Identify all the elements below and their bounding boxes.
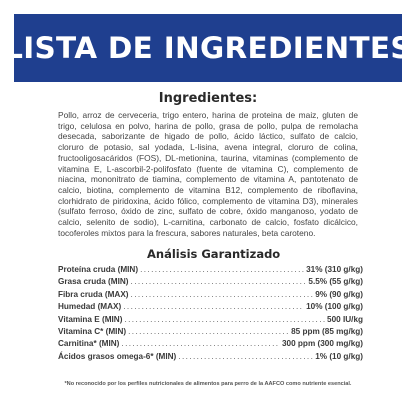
guaranteed-analysis-list	[58, 265, 363, 364]
analysis-row-value: 10% (100 g/kg)	[306, 302, 363, 312]
dot-leader	[131, 277, 307, 286]
analysis-row-value: 9% (90 g/kg)	[315, 289, 363, 299]
analysis-row-value: 85 ppm (85 mg/kg)	[291, 326, 363, 336]
ingredients-text: Pollo, arroz de cerveceria, trigo entero, harina de proteina de maiz, gluten de trigo, celulosa en polvo, harina de pollo, grasa de pollo, pulpa de remolacha desecada, saborizante de higado de pollo, ácido láctico, sulfato de calcio, cloruro de potasio, sal yodada, L-lisina, avena integral, cloruro de colina, fructooligosacáridos (FOS), DL-metionina, taurina, vitaminas (complemento de vitamina E, L-ascorbil-2-polifosfato (fuente de vitamina C), complemento de niacina, mononitrato de tiamina, complemento de vitamina A, pantotenato de calcio, biotina, complemento de vitamina B12, complemento de riboflavina, clorhidrato de piridoxina, ácido fólico, complemento de vitamina D3), minerales (sulfato ferroso, óxido de zinc, sulfato de cobre, óxido manganoso, yodato de calcio, selenito de sodio), L-carnitina, carbonato de calcio, fosfato dicálcico, tocoferoles mixtos para la frescura, sabores naturales, beta caroteno.	[58, 110, 358, 238]
analysis-row-label: Carnitina* (MIN)	[58, 339, 120, 349]
analysis-row-label: Proteína cruda (MIN)	[58, 265, 139, 274]
analysis-row	[58, 315, 363, 327]
dot-leader	[121, 339, 280, 348]
analysis-row	[58, 265, 363, 277]
analysis-row	[58, 302, 363, 314]
analysis-row	[58, 277, 363, 289]
analysis-row	[58, 327, 363, 339]
dot-leader	[124, 315, 325, 324]
footnote: *No reconocido por los perfiles nutricionales de alimentos para perro de la AAFCO como nutriente esencial.	[64, 381, 352, 387]
ingredients-heading: Ingredientes:	[158, 91, 258, 106]
analysis-row-value: 5.5% (55 g/kg)	[308, 277, 363, 287]
analysis-row-label: Vitamina C* (MIN)	[58, 326, 127, 336]
analysis-row-label: Vitamina E (MIN)	[58, 314, 123, 324]
analysis-row-label: Fibra cruda (MAX)	[58, 289, 129, 299]
analysis-row-label: Humedad (MAX)	[58, 302, 122, 312]
analysis-heading: Análisis Garantizado	[147, 247, 281, 261]
analysis-row	[58, 290, 363, 302]
title-banner	[4, 14, 412, 82]
dot-leader	[178, 352, 313, 361]
dot-leader	[128, 327, 289, 336]
analysis-row-label: Grasa cruda (MIN)	[58, 277, 129, 287]
analysis-row-value: 1% (10 g/kg)	[315, 351, 363, 361]
dot-leader	[131, 290, 314, 299]
page-title: LISTA DE INGREDIENTES	[4, 31, 412, 65]
analysis-row	[58, 339, 363, 351]
analysis-row	[58, 352, 363, 364]
analysis-row-value: 300 ppm (300 mg/kg)	[282, 339, 363, 349]
analysis-row-value: 31% (310 g/kg)	[306, 265, 363, 274]
analysis-row-value: 500 IU/kg	[327, 314, 363, 324]
analysis-row-label: Ácidos grasos omega-6* (MIN)	[58, 351, 177, 361]
dot-leader	[140, 265, 304, 274]
dot-leader	[123, 302, 304, 311]
